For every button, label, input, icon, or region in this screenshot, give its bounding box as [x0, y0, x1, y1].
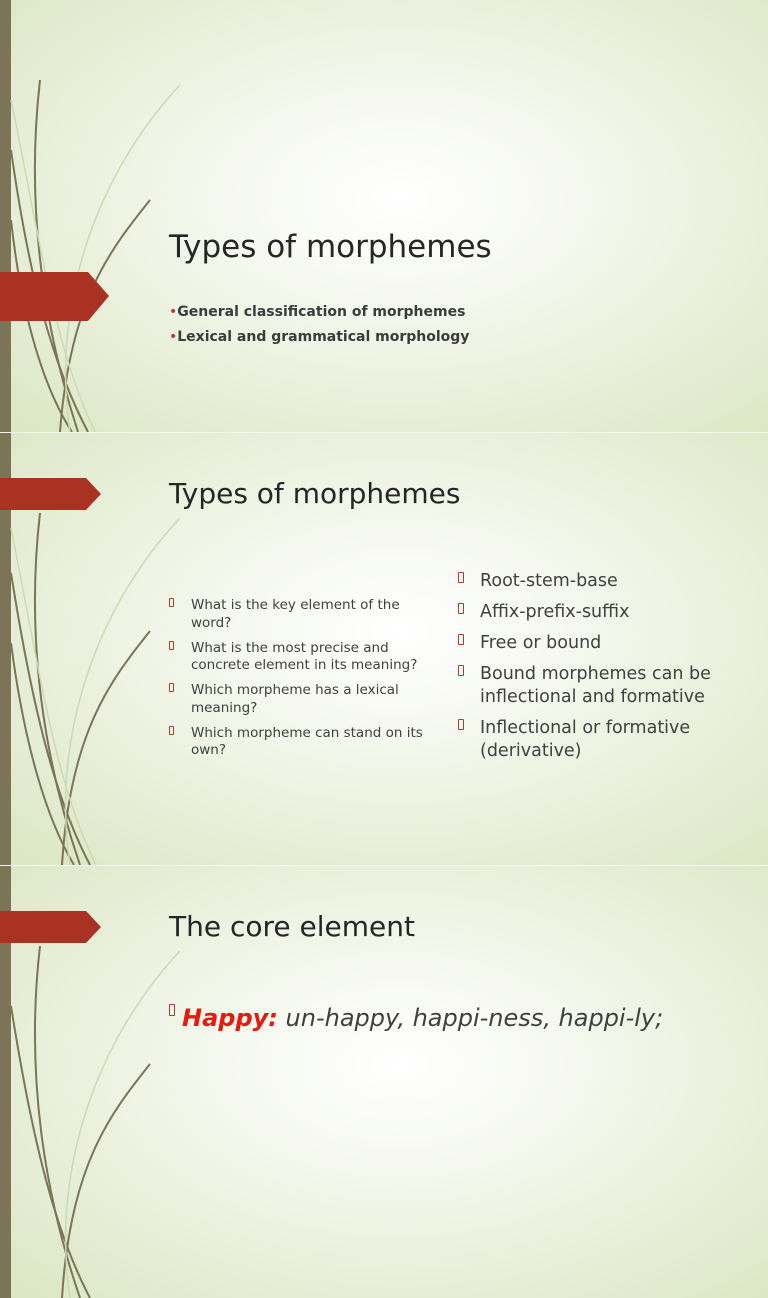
- example-derivatives: un-happy, happi-ness, happi-ly;: [277, 1004, 664, 1032]
- bullet-dot: •: [169, 304, 178, 320]
- answer-list: [458, 570, 758, 771]
- box-bullet-icon: [169, 683, 174, 692]
- list-item: What is the key element of the word?: [169, 597, 431, 632]
- box-bullet-icon: [458, 572, 464, 583]
- list-item: What is the most precise and concrete element in its meaning?: [169, 640, 431, 675]
- accent-arrow-tag: [0, 272, 112, 322]
- example-line: [169, 1004, 663, 1032]
- accent-arrow-tag: [0, 911, 104, 945]
- list-item: Which morpheme can stand on its own?: [169, 725, 431, 760]
- slide-2: [0, 433, 768, 865]
- slide-title: Types of morphemes: [169, 477, 461, 510]
- subtitle-bullet: •General classification of morphemes: [169, 304, 466, 320]
- list-item: Which morpheme has a lexical meaning?: [169, 682, 431, 717]
- bullet-dot: •: [169, 329, 178, 345]
- question-list: [169, 597, 431, 767]
- box-bullet-icon: [169, 641, 174, 650]
- box-bullet-icon: [169, 726, 174, 735]
- box-bullet-icon: [458, 665, 464, 676]
- slide-title: The core element: [169, 910, 415, 943]
- list-item: Root-stem-base: [458, 570, 758, 593]
- example-headword: Happy:: [182, 1004, 278, 1032]
- subtitle-bullet: •Lexical and grammatical morphology: [169, 329, 470, 345]
- box-bullet-icon: [458, 634, 464, 645]
- list-item: Inflectional or formative (derivative): [458, 717, 758, 763]
- list-item: Affix-prefix-suffix: [458, 601, 758, 624]
- decorative-curves: [0, 0, 180, 432]
- slide-1: [0, 0, 768, 432]
- list-item: Bound morphemes can be inflectional and formative: [458, 663, 758, 709]
- box-bullet-icon: [169, 1004, 175, 1016]
- accent-arrow-tag: [0, 478, 104, 512]
- slide-3: [0, 866, 768, 1298]
- list-item: Free or bound: [458, 632, 758, 655]
- box-bullet-icon: [169, 598, 174, 607]
- slide-title: Types of morphemes: [169, 229, 492, 265]
- box-bullet-icon: [458, 603, 464, 614]
- box-bullet-icon: [458, 719, 464, 730]
